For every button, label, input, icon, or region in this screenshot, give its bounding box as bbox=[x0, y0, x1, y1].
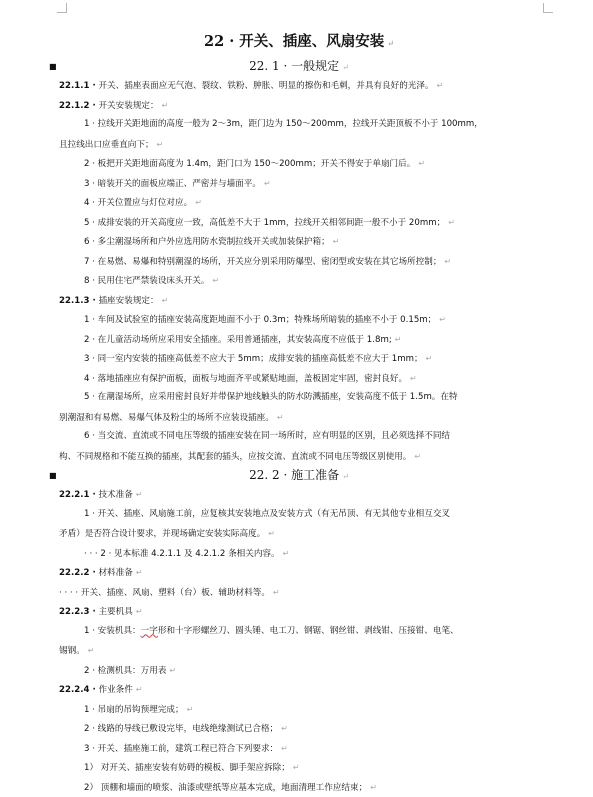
clause-line bbox=[55, 76, 543, 96]
text-line bbox=[55, 388, 543, 408]
line-text: 别潮湿和有易燃、易爆气体及粉尘的场所不应装设插座。 bbox=[59, 413, 274, 423]
line-text: 2 · 在儿童活动场所应采用安全插座。采用普通插座，其安装高度不应低于 1.8m; bbox=[84, 335, 392, 345]
line-text: 6 · 当交流、直流或不同电压等级的插座安装在同一场所时，应有明显的区别，且必须选择不同结 bbox=[84, 431, 450, 441]
paragraph-mark: ↵ bbox=[448, 218, 455, 227]
paragraph-mark: ↵ bbox=[426, 354, 433, 363]
text-line bbox=[55, 622, 543, 642]
clause-line bbox=[55, 96, 543, 116]
list-bullet-icon: ■ bbox=[49, 466, 57, 485]
text-line bbox=[55, 310, 543, 330]
text-line bbox=[55, 408, 543, 428]
paragraph-mark: ↵ bbox=[162, 101, 169, 110]
clause-number: 22.2.1 · bbox=[59, 490, 96, 500]
text-line bbox=[55, 252, 543, 272]
clause-number: 22.1.2 · bbox=[59, 101, 96, 111]
text-line bbox=[55, 232, 543, 252]
clause-line bbox=[55, 602, 543, 622]
document-page[interactable] bbox=[55, 30, 543, 797]
clause-number: 22.2.3 · bbox=[59, 607, 96, 617]
chapter-title: 22 · 开关、插座、风扇安装 ↵ bbox=[55, 30, 543, 54]
paragraph-mark: ↵ bbox=[264, 179, 271, 188]
text-line bbox=[55, 330, 543, 350]
text-line bbox=[55, 524, 543, 544]
paragraph-mark: ↵ bbox=[169, 666, 176, 675]
line-text: 2 · 检测机具：万用表 bbox=[84, 666, 166, 676]
paragraph-mark: ↵ bbox=[187, 705, 194, 714]
text-line bbox=[55, 758, 543, 778]
paragraph-mark: ↵ bbox=[418, 159, 425, 168]
line-text: 锡钢。 bbox=[59, 646, 85, 656]
clause-number: 22.2.2 · bbox=[59, 568, 96, 578]
text-line bbox=[55, 154, 543, 174]
paragraph-mark: ↵ bbox=[273, 588, 280, 597]
clause-line bbox=[55, 563, 543, 583]
paragraph-mark: ↵ bbox=[437, 81, 444, 90]
text-line bbox=[55, 369, 543, 389]
text-line bbox=[55, 505, 543, 525]
line-text: 2 · 线路的导线已敷设完毕，电线绝缘测试已合格； bbox=[84, 724, 278, 734]
text-line bbox=[55, 193, 543, 213]
paragraph-mark: ↵ bbox=[333, 237, 340, 246]
text-line bbox=[55, 213, 543, 233]
line-text: 开关安装规定： bbox=[98, 101, 158, 111]
text-line bbox=[55, 447, 543, 467]
clause-line bbox=[55, 291, 543, 311]
paragraph-mark: ↵ bbox=[410, 374, 417, 383]
clause-number: 22.1.3 · bbox=[59, 296, 96, 306]
paragraph-mark: ↵ bbox=[277, 413, 284, 422]
text-line bbox=[55, 271, 543, 291]
paragraph-mark: ↵ bbox=[395, 335, 402, 344]
line-text: 3 · 暗装开关的面板应端正、严密并与墙面平。 bbox=[84, 179, 261, 189]
paragraph-mark: ↵ bbox=[136, 607, 143, 616]
paragraph-mark: ↵ bbox=[195, 198, 202, 207]
paragraph-mark: ↵ bbox=[387, 38, 394, 48]
line-text: 插座安装规定： bbox=[98, 296, 158, 306]
text-line bbox=[55, 641, 543, 661]
text-line bbox=[55, 583, 543, 603]
line-text: 构、不同规格和不能互换的插座，其配套的插头，应按交流、直流或不同电压等级区别使用。 bbox=[59, 452, 411, 462]
line-text: 技术准备 bbox=[98, 490, 132, 500]
paragraph-mark: ↵ bbox=[370, 783, 377, 792]
paragraph-mark: ↵ bbox=[212, 276, 219, 285]
line-text: 材料准备 bbox=[98, 568, 132, 578]
line-text: 作业条件 bbox=[98, 685, 132, 695]
paragraph-mark: ↵ bbox=[281, 724, 288, 733]
text-line bbox=[55, 661, 543, 681]
section-heading: ■ 22. 2 · 施工准备 ↵ bbox=[55, 466, 543, 485]
text-line bbox=[55, 115, 543, 135]
text-line bbox=[55, 174, 543, 194]
document-body bbox=[55, 57, 543, 797]
paragraph-mark: ↵ bbox=[342, 63, 349, 72]
clause-number: 22.1.1 · bbox=[59, 81, 96, 91]
line-text: 1 · 车间及试验室的插座安装高度距地面不小于 0.3m；特殊场所暗装的插座不小于 0.15m； bbox=[84, 315, 436, 325]
line-text-tail: 形和十字形螺丝刀、圆头锤、电工刀、钢锯、钢丝钳、剥线钳、压接钳、电笔、 bbox=[158, 626, 459, 636]
paragraph-mark: ↵ bbox=[342, 472, 349, 481]
text-line bbox=[55, 739, 543, 759]
line-text: 4 · 开关位置应与灯位对应。 bbox=[84, 198, 192, 208]
list-bullet-icon: ■ bbox=[49, 57, 57, 76]
line-text: · · · 2 · 见本标准 4.2.1.1 及 4.2.1.2 条相关内容。 bbox=[84, 549, 280, 559]
line-text: 8 · 民用住宅严禁装设床头开关。 bbox=[84, 276, 209, 286]
line-text: 5 · 成排安装的开关高度应一致，高低差不大于 1mm，拉线开关相邻间距一般不小于 20mm； bbox=[84, 218, 445, 228]
paragraph-mark: ↵ bbox=[283, 549, 290, 558]
paragraph-mark: ↵ bbox=[136, 685, 143, 694]
line-text: 1 · 安装机具： bbox=[84, 626, 141, 636]
paragraph-mark: ↵ bbox=[281, 744, 288, 753]
line-text: 7 · 在易燃、易爆和特别潮湿的场所，开关应分别采用防爆型、密闭型或安装在其它场所控制； bbox=[84, 257, 441, 267]
text-line bbox=[55, 778, 543, 797]
line-text: 1 · 吊扇的吊钩预埋完成； bbox=[84, 705, 184, 715]
clause-number: 22.2.4 · bbox=[59, 685, 96, 695]
paragraph-mark: ↵ bbox=[414, 452, 421, 461]
text-line bbox=[55, 349, 543, 369]
paragraph-mark: ↵ bbox=[293, 763, 300, 772]
text-line bbox=[55, 544, 543, 564]
clause-line bbox=[55, 680, 543, 700]
spellcheck-underlined-text: 一字 bbox=[141, 626, 158, 636]
page-corner-mark-top-left bbox=[57, 3, 67, 13]
paragraph-mark: ↵ bbox=[439, 315, 446, 324]
clause-line bbox=[55, 485, 543, 505]
line-text: 3 · 开关、插座施工前，建筑工程已符合下列要求： bbox=[84, 744, 278, 754]
line-text: 1） 对开关、插座安装有妨碍的模板、脚手架应拆除； bbox=[84, 763, 290, 773]
text-line bbox=[55, 719, 543, 739]
line-text: 1 · 开关、插座、风扇施工前，应复核其安装地点及安装方式（有无吊顶、有无其他专业相互交叉 bbox=[84, 509, 450, 519]
line-text: 矛盾）是否符合设计要求，并现场确定安装实际高度。 bbox=[59, 529, 265, 539]
paragraph-mark: ↵ bbox=[136, 568, 143, 577]
paragraph-mark: ↵ bbox=[88, 646, 95, 655]
text-line bbox=[55, 135, 543, 155]
line-text: 主要机具 bbox=[98, 607, 132, 617]
paragraph-mark: ↵ bbox=[268, 529, 275, 538]
line-text: · · · · 开关、插座、风扇、塑料（台）板、辅助材料等。 bbox=[59, 588, 270, 598]
line-text: 且拉线出口应垂直向下； bbox=[59, 140, 154, 150]
line-text: 2 · 板把开关距地面高度为 1.4m，距门口为 150～200mm；开关不得安于单扇门后。 bbox=[84, 159, 415, 169]
page-corner-mark-top-right bbox=[543, 3, 553, 13]
section-heading: ■ 22. 1 · 一般规定 ↵ bbox=[55, 57, 543, 76]
line-text: 2） 顶棚和墙面的喷浆、油漆或壁纸等应基本完成，地面清理工作应结束； bbox=[84, 783, 367, 793]
line-text: 3 · 同一室内安装的插座高低差不应大于 5mm；成排安装的插座高低差不应大于 1mm； bbox=[84, 354, 423, 364]
paragraph-mark: ↵ bbox=[136, 490, 143, 499]
line-text: 4 · 落地插座应有保护面板，面板与地面齐平或紧贴地面，盖板固定牢固，密封良好。 bbox=[84, 374, 407, 384]
text-line bbox=[55, 427, 543, 447]
paragraph-mark: ↵ bbox=[157, 140, 164, 149]
text-line bbox=[55, 700, 543, 720]
line-text: 6 · 多尘潮湿场所和户外应选用防水瓷制拉线开关或加装保护箱； bbox=[84, 237, 330, 247]
paragraph-mark: ↵ bbox=[162, 296, 169, 305]
paragraph-mark: ↵ bbox=[444, 257, 451, 266]
line-text: 1 · 拉线开关距地面的高度一般为 2～3m，距门边为 150～200mm，拉线开关距顶板不小于 100mm， bbox=[84, 119, 483, 129]
line-text: 5 · 在潮湿场所，应采用密封良好并带保护地线触头的防水防溅插座，安装高度不低于 1.5m。在特 bbox=[84, 392, 458, 402]
line-text: 开关、插座表面应无气泡、裂纹、铁粉、肿胀、明显的擦伤和毛刺，并具有良好的光泽。 bbox=[98, 81, 433, 91]
